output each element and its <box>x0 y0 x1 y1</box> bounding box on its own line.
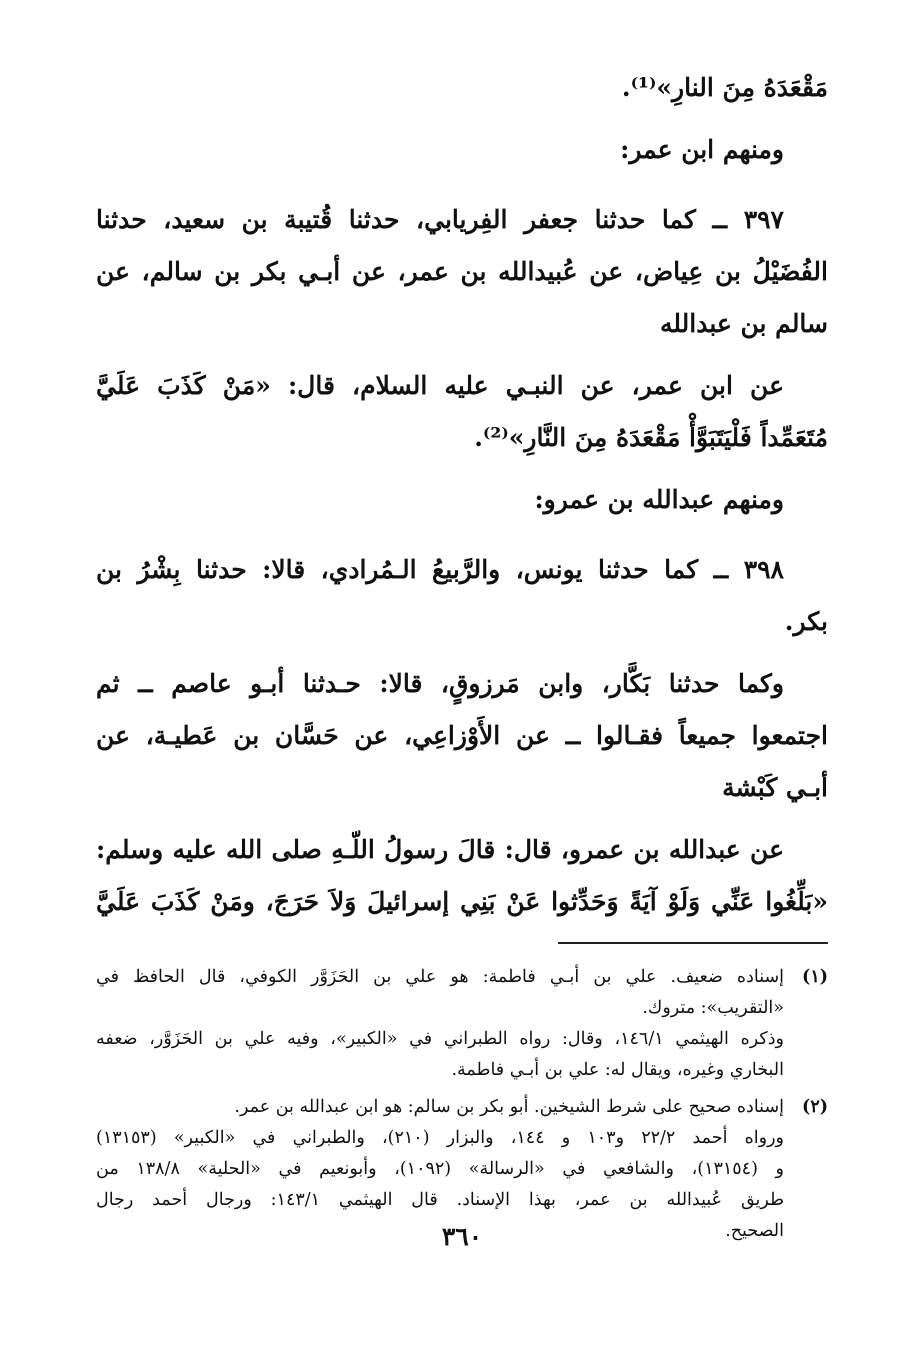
text-line: مَقْعَدَهُ مِنَ النارِ»⁽¹⁾. <box>621 73 828 102</box>
footnote-number: (١) <box>802 967 828 987</box>
footnote-text: إسناده ضعيف. علي بن أبـي فاطمة: هو علي بن الحَزَوَّر الكوفي، قال الحافظ في <box>96 967 784 987</box>
footnote-1 <box>96 962 828 1086</box>
hadith-398-matn-line: عن عبدالله بن عمرو، قال: قالَ رسولُ اللّـهِ صلى الله عليه وسلم: <box>96 835 784 864</box>
main-text <box>96 62 828 928</box>
hadith-397-matn-line: عن ابن عمر، عن النبـي عليه السلام، قال: «مَنْ كَذَبَ عَلَيَّ <box>96 371 784 400</box>
footnote-line: «التقريب»: متروك. <box>642 998 784 1018</box>
footnote-line: البخاري وغيره، ويقال له: علي بن أبـي فاطمة. <box>451 1060 784 1080</box>
footnote-line: ورواه أحمد ٢٢/٢ و١٠٣ و ١٤٤، والبزار (٢١٠)، والطبراني في «الكبير» (١٣١٥٣) <box>96 1128 785 1148</box>
hadith-398-line: وكما حدثنا بَكَّار، وابن مَرزوقٍ، قالا: حـدثنا أبـو عاصم ــ ثم <box>96 669 784 698</box>
hadith-398-line: أبـي كَبْشة <box>722 773 828 802</box>
hadith-397-line: ٣٩٧ ــ كما حدثنا جعفر الفِريابي، حدثنا قُتيبة بن سعيد، حدثنا <box>96 205 784 234</box>
page-number: ٣٦٠ <box>441 1222 483 1251</box>
hadith-398-line: اجتمعوا جميعاً فقـالوا ــ عن الأَوْزاعِي، عن حَسَّان بن عَطيـة، عن <box>96 721 828 750</box>
footnote-number: (٢) <box>802 1097 828 1117</box>
footnotes <box>96 962 828 1247</box>
footnote-text: إسناده صحيح على شرط الشيخين. أبو بكر بن سالم: هو ابن عبدالله بن عمر. <box>234 1097 784 1117</box>
footnote-line <box>96 962 828 993</box>
hadith-398-matn-line: «بَلِّغُوا عَنِّي وَلَوْ آيَةً وَحَدِّثوا عَنْ بَنِي إسرائيلَ وَلاَ حَرَجَ، ومَنْ كَذَبَ عَلَيَّ <box>96 887 828 916</box>
hadith-398-line: بكر. <box>784 607 828 636</box>
section-heading: ومنهم ابن عمر: <box>620 135 784 164</box>
footnote-line: و (١٣١٥٤)، والشافعي في «الرسالة» (١٠٩٢)، وأبونعيم في «الحلية» ١٣٨/٨ من <box>96 1159 784 1179</box>
footnote-line: وذكره الهيثمي ١٤٦/١، وقال: رواه الطبراني في «الكبير»، وفيه علي بن الحَزَوَّر، ضعفه <box>96 1029 784 1049</box>
hadith-397-matn-line: مُتَعَمِّداً فَلْيَتَبَوَّأْ مَقْعَدَهُ مِنَ النَّارِ»⁽²⁾. <box>474 423 828 452</box>
footnote-separator <box>558 942 828 944</box>
hadith-397-line: سالم بن عبدالله <box>659 309 828 338</box>
hadith-398-line: ٣٩٨ ــ كما حدثنا يونس، والرَّبيعُ الـمُرادي، قالا: حدثنا بِشْرُ بن <box>96 555 784 584</box>
footnote-line <box>96 1092 828 1123</box>
hadith-397-line: الفُضَيْلُ بن عِياض، عن عُبيدالله بن عمر، عن أبـي بكر بن سالم، عن <box>96 257 828 286</box>
section-heading: ومنهم عبدالله بن عمرو: <box>534 485 784 514</box>
footnote-line: الصحيح. <box>725 1221 784 1241</box>
footnote-line: طريق عُبيدالله بن عمر، بهذا الإسناد. قال الهيثمي ١٤٣/١: ورجال أحمد رجال <box>96 1190 784 1210</box>
